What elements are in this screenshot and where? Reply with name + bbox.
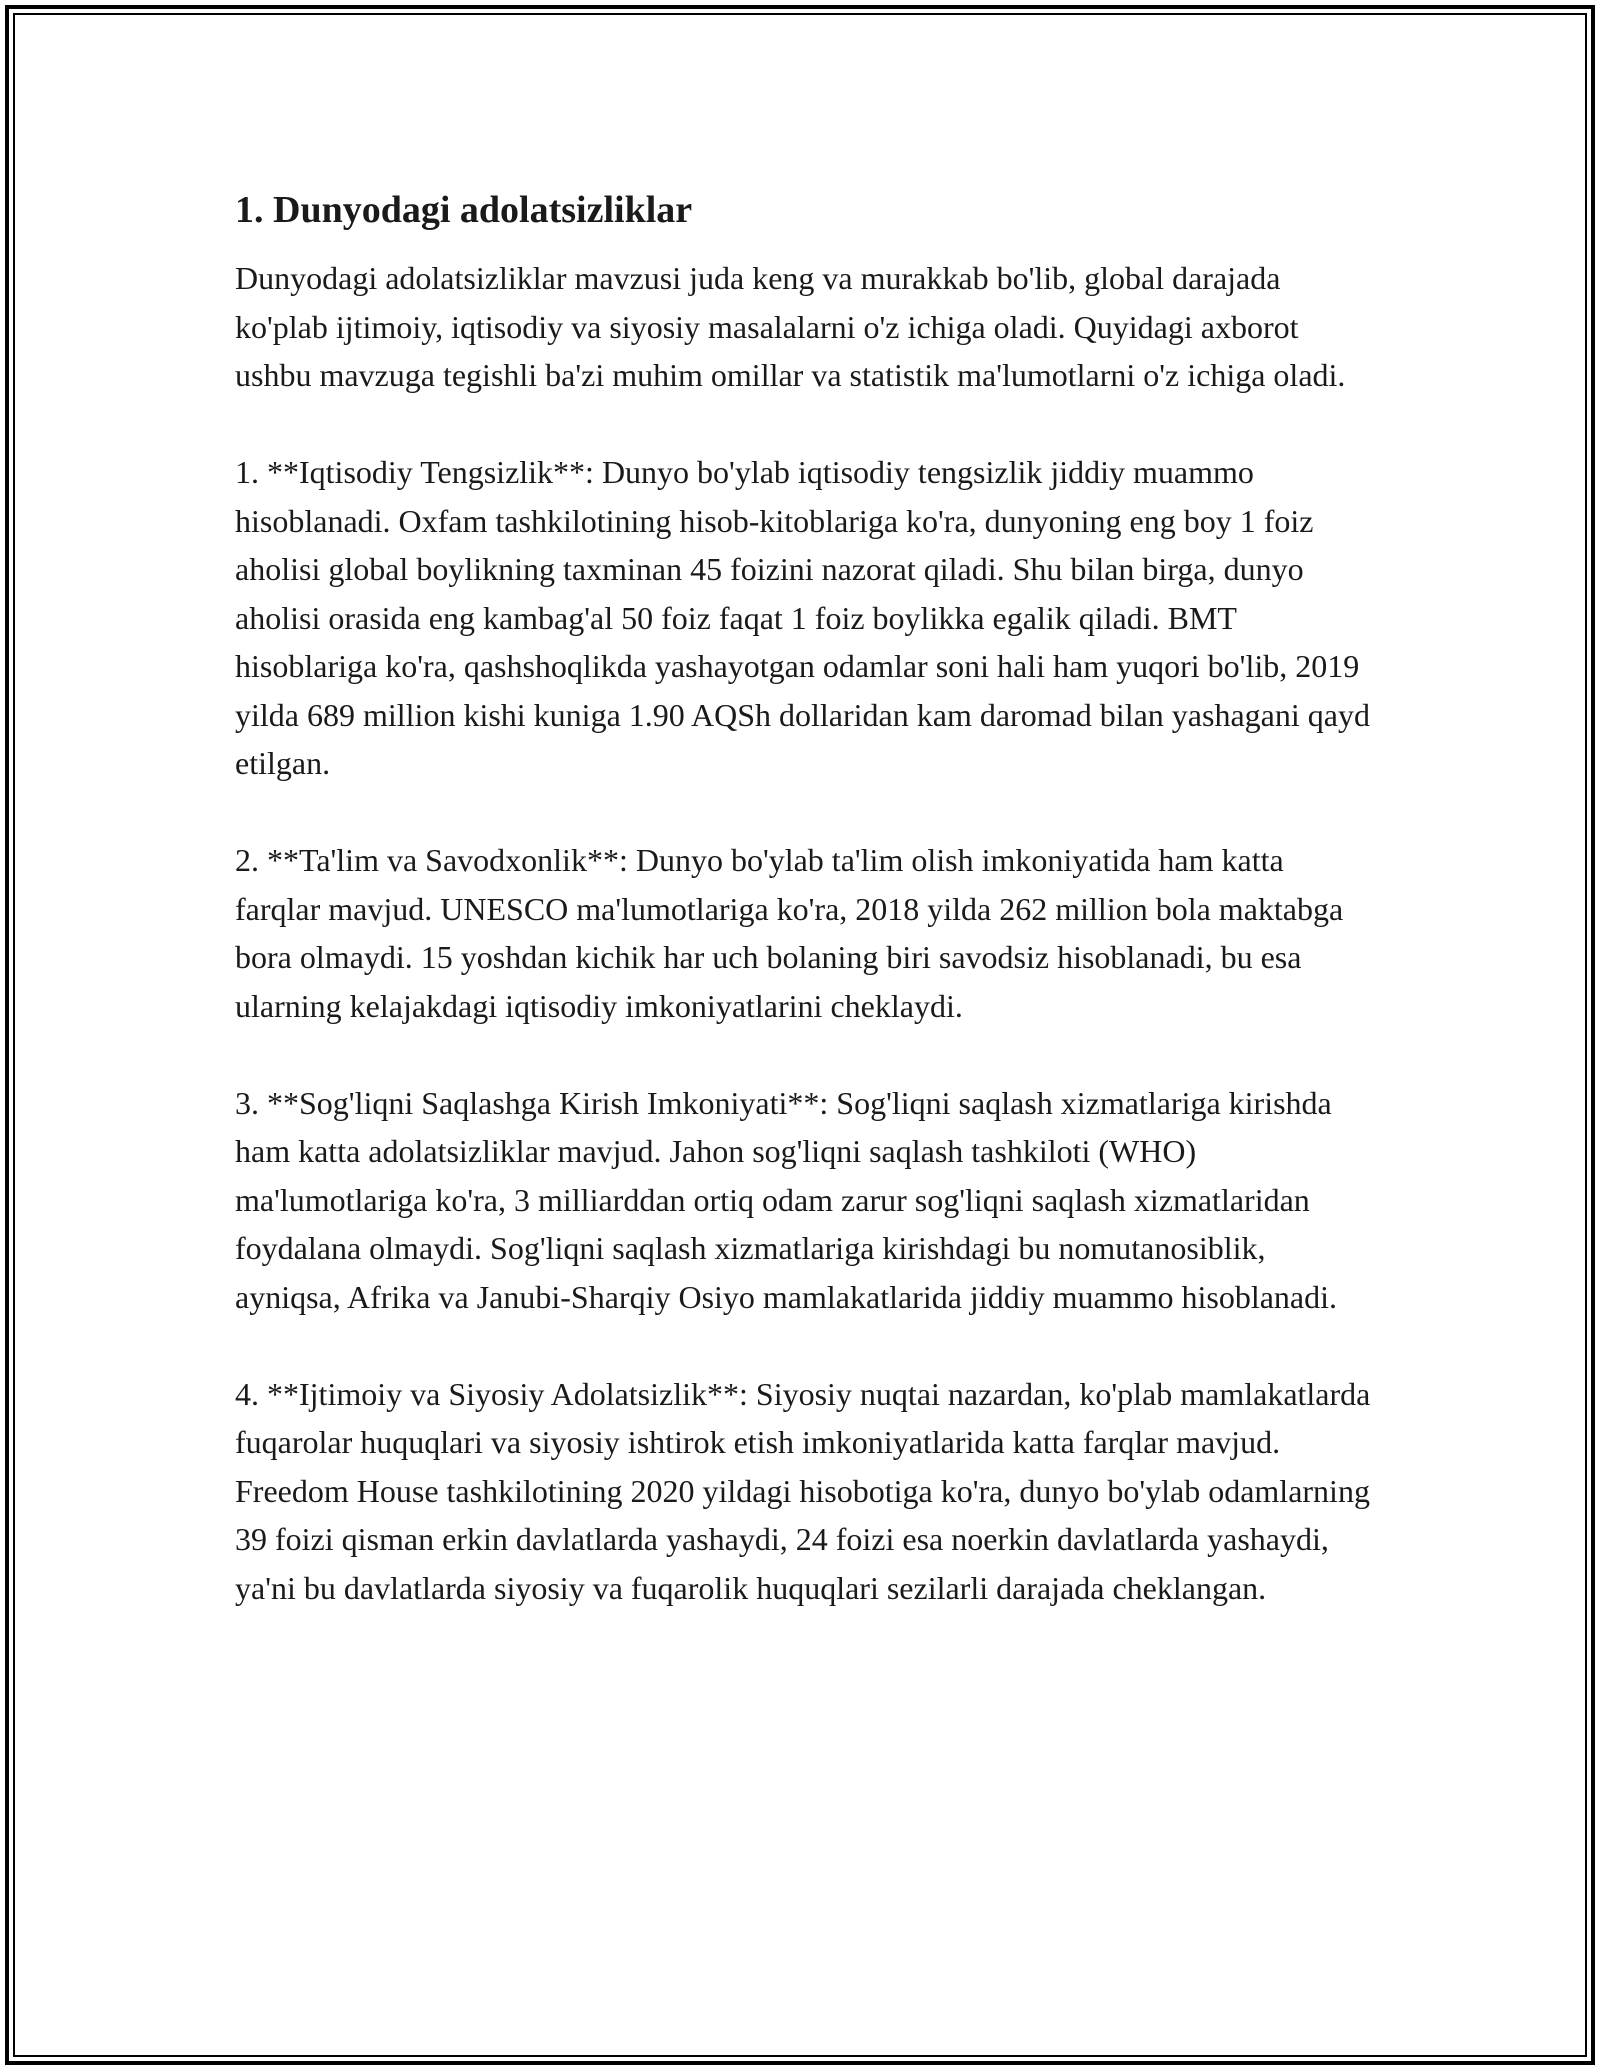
paragraph-economic-inequality: 1. **Iqtisodiy Tengsizlik**: Dunyo bo'ylab iqtisodiy tengsizlik jiddiy muammo hisoblanadi. Oxfam tashkilotining hisob-kitoblariga ko'ra, dunyoning eng boy 1 foiz aholisi global boylikning taxminan 45 foizini nazorat qiladi. Shu bilan birga, dunyo aholisi orasida eng kambag'al 50 foiz faqat 1 foiz boylikka egalik qiladi. BMT hisoblariga ko'ra, qashshoqlikda yashayotgan odamlar soni hali ham yuqori bo'lib, 2019 yilda 689 million kishi kuniga 1.90 AQSh dollaridan kam daromad bilan yashagani qayd etilgan. [235,454,1370,781]
paragraph-healthcare-access: 3. **Sog'liqni Saqlashga Kirish Imkoniyati**: Sog'liqni saqlash xizmatlariga kirishda ham katta adolatsizliklar mavjud. Jahon sog'liqni saqlash tashkiloti (WHO) ma'lumotlariga ko'ra, 3 milliarddan ortiq odam zarur sog'liqni saqlash xizmatlaridan foydalana olmaydi. Sog'liqni saqlash xizmatlariga kirishdagi bu nomutanosiblik, ayniqsa, Afrika va Janubi-Sharqiy Osiyo mamlakatlarida jiddiy muammo hisoblanadi. [235,1084,1337,1315]
document-body [235,186,1375,1661]
section-heading: 1. Dunyodagi adolatsizliklar [235,189,693,231]
paragraph-social-political-injustice: 4. **Ijtimoiy va Siyosiy Adolatsizlik**: Siyosiy nuqtai nazardan, ko'plab mamlakatlarda fuqarolar huquqlari va siyosiy ishtirok etish imkoniyatlarida katta farqlar mavjud. Freedom House tashkilotining 2020 yildagi hisobotiga ko'ra, dunyo bo'ylab odamlarning 39 foizi qisman erkin davlatlarda yashaydi, 24 foizi esa noerkin davlatlarda yashaydi, ya'ni bu davlatlarda siyosiy va fuqarolik huquqlari sezilarli darajada cheklangan. [235,1375,1371,1606]
intro-paragraph: Dunyodagi adolatsizliklar mavzusi juda keng va murakkab bo'lib, global darajada ko'plab ijtimoiy, iqtisodiy va siyosiy masalalarni o'z ichiga oladi. Quyidagi axborot ushbu mavzuga tegishli ba'zi muhim omillar va statistik ma'lumotlarni o'z ichiga oladi. [235,260,1346,393]
paragraph-education-literacy: 2. **Ta'lim va Savodxonlik**: Dunyo bo'ylab ta'lim olish imkoniyatida ham katta farqlar mavjud. UNESCO ma'lumotlariga ko'ra, 2018 yilda 262 million bola maktabga bora olmaydi. 15 yoshdan kichik har uch bolaning biri savodsiz hisoblanadi, bu esa ularning kelajakdagi iqtisodiy imkoniyatlarini cheklaydi. [235,842,1344,1024]
